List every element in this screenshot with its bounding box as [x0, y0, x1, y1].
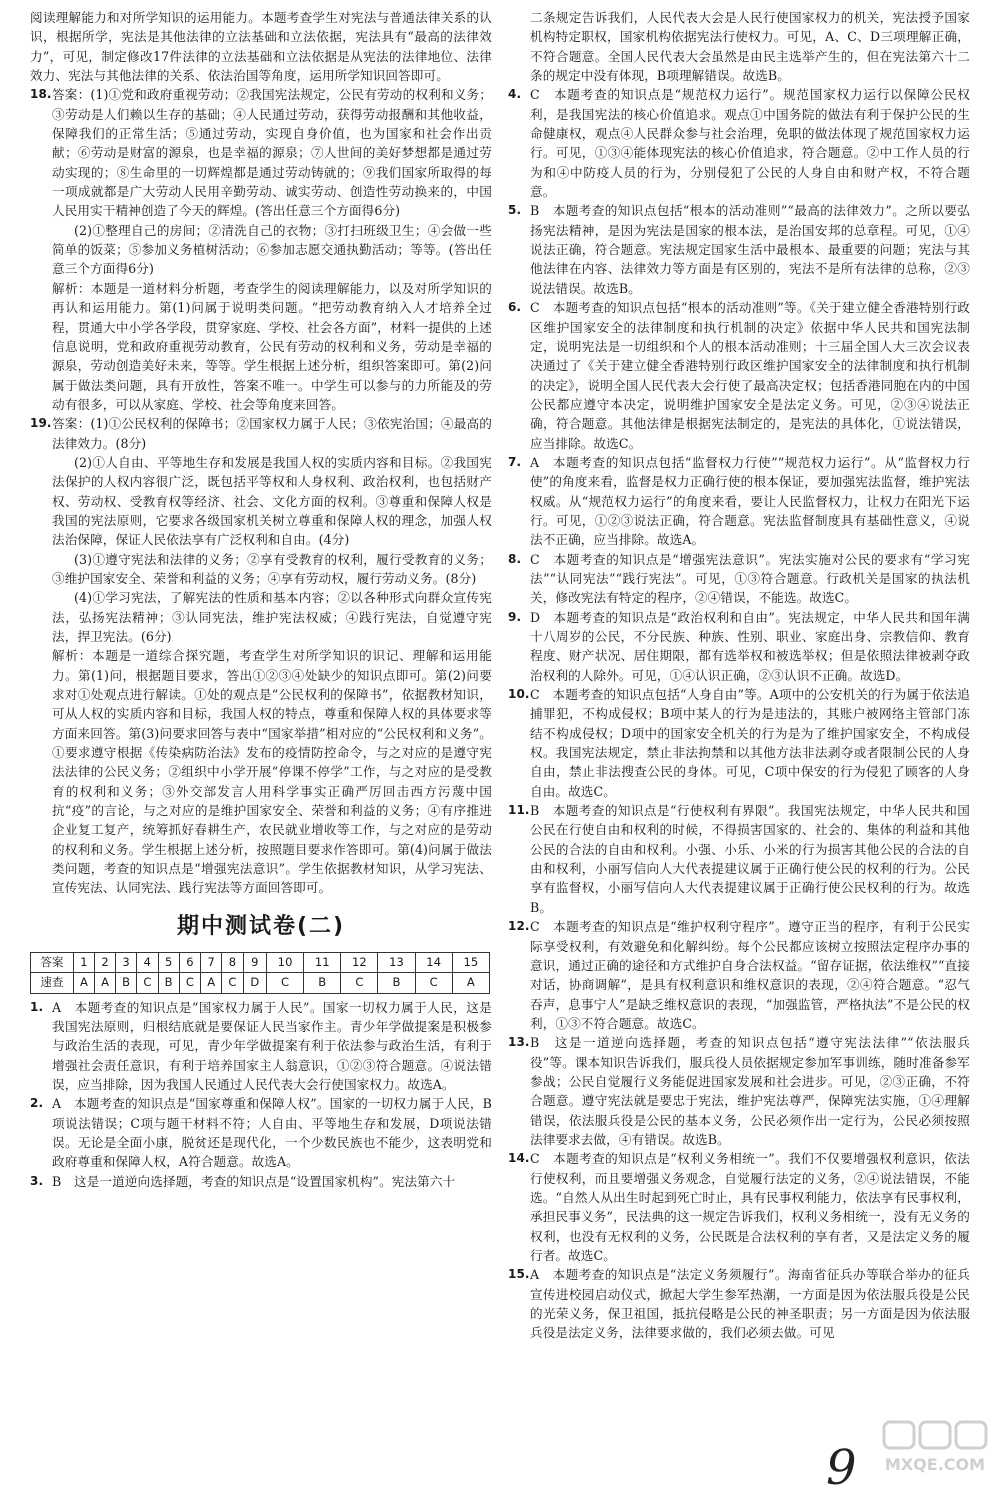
- table-row-label: 答案: [31, 952, 74, 972]
- question-number: 14.: [508, 1151, 530, 1166]
- answer-text: (4)①学习宪法，了解宪法的性质和基本内容；②以各种形式向群众宣传宪法，弘扬宪法精神；③认同宪法，维护宪法权威；④践行宪法，自觉遵守宪法，捍卫宪法。(6分): [52, 590, 492, 644]
- question-9: [508, 608, 970, 685]
- table-cell: C: [341, 973, 378, 993]
- table-cell: C: [222, 973, 243, 993]
- page-number: 9: [826, 1440, 857, 1496]
- answer-text: C 本题考查的知识点是“权利义务相统一”。我们不仅要增强权利意识，依法行使权利，而且要增强义务观念，自觉履行法定的义务，②④说法错误，不能选。“自然人从出生时起到死亡时止，具有民事权利能力，依法享有民事权利，承担民事义务”，民法典的这一规定告诉我们，权利义务相统一，没有无义务的权利，也没有无权利的义务，公民既是合法权利的享有者，又是法定义务的履行者。故选C。: [530, 1151, 970, 1263]
- table-cell: 3: [116, 952, 137, 972]
- table-cell: B: [304, 973, 341, 993]
- table-cell: 8: [222, 952, 243, 972]
- answer-text: C 本题考查的知识点是“增强宪法意识”。宪法实施对公民的要求有“学习宪法”“认同宪法”“践行宪法”。可见，①③符合题意。行政机关是国家的执法机关，修改宪法有特定的程序，②④错误，不能选。故选C。: [530, 551, 970, 606]
- answer-text: A 本题考查的知识点包括“监督权力行使”“规范权力运行”。从“监督权力行使”的角度来看，监督是权力正确行使的根本保证，要加强宪法监督，维护宪法权威。从“规范权力运行”的角度来看，要让人民监督权力，让权力在阳光下运行。可见，①②③说法正确，符合题意。宪法监督制度具有基础性意义，④说法不正确，应当排除。故选A。: [530, 454, 970, 548]
- question-number: 12.: [508, 919, 530, 934]
- analysis-text: 解析：本题是一道综合探究题，考查学生对所学知识的识记、理解和运用能力。第(1)问，根据题目要求，答出①②③④处缺少的知识点即可。第(2)问要求对①处观点进行解读。①处的观点是“公民权利的保障书”，依据教材知识，可从人权的实质内容和目标，我国人权的特点，尊重和保障人权的具体要求等方面来回答。第(3)问要求回答与表中“国家举措”相对应的“公民权利和义务”。①要求遵守根据《传染病防治法》发布的疫情防控命令，与之对应的是遵守宪法法律的公民义务；②组织中小学开展“停课不停学”工作，与之对应的是受教育的权利和义务；③外交部发言人用科学事实正确严厉回击西方污蔑中国抗“疫”的言论，与之对应的是维护国家安全、荣誉和利益的义务；④有序推进企业复工复产，统筹抓好春耕生产，农民就业增收等工作，与之对应的是劳动的权利和义务。学生根据上述分析，按照题目要求作答即可。第(4)问属于做法类问题，考查的知识点是“增强宪法意识”。学生依据教材知识，从学习宪法、宣传宪法、认同宪法、践行宪法等方面回答即可。: [52, 648, 492, 896]
- question-number: 13.: [508, 1035, 530, 1050]
- question-number: 19.: [30, 416, 52, 431]
- table-cell: 5: [158, 952, 179, 972]
- question-number: 18.: [30, 87, 52, 102]
- table-cell: 6: [179, 952, 200, 972]
- table-cell: 13: [378, 952, 415, 972]
- right-column: [508, 8, 970, 1343]
- table-cell: 9: [243, 952, 266, 972]
- question-1: [30, 998, 492, 1095]
- table-cell: 14: [415, 952, 452, 972]
- question-number: 11.: [508, 803, 530, 818]
- watermark-text: MXQE.COM: [884, 1455, 986, 1474]
- question-10: [508, 685, 970, 801]
- question-13: [508, 1033, 970, 1149]
- question-number: 2.: [30, 1096, 44, 1111]
- question-2: [30, 1094, 492, 1171]
- answer-text: A 本题考查的知识点是“国家权力属于人民”。国家一切权力属于人民，这是我国宪法原则，归根结底就是要保证人民当家作主。青少年学做提案是积极参与政治生活的表现，可见，青少年学做提案有利于依法参与政治生活，有利于增强社会责任意识，有利于培养国家主人翁意识，①②③符合题意。④说法错误，应当排除，因为我国人民通过人民代表大会行使国家权力。故选A。: [52, 999, 492, 1092]
- question-number: 1.: [30, 999, 44, 1014]
- question-15: [508, 1265, 970, 1342]
- table-row: [31, 973, 490, 993]
- section-title: 期中测试卷(二): [176, 913, 346, 939]
- answer-text: 答案：(1)①党和政府重视劳动；②我国宪法规定，公民有劳动的权利和义务；③劳动是人们赖以生存的基础；④人民通过劳动，获得劳动报酬和其他收益，保障我们的正常生活；⑤通过劳动，实现自身价值，也为国家和社会作出贡献；⑥劳动是财富的源泉，也是幸福的源泉；⑦人世间的美好梦想都是通过劳动实现的；⑧生命里的一切辉煌都是通过劳动铸就的；⑨我们国家所取得的每一项成就都是广大劳动人民用辛勤劳动、诚实劳动、创造性劳动换来的，中国人民用实干精神创造了今天的辉煌。(答出任意三个方面得6分): [52, 87, 492, 219]
- table-cell: B: [378, 973, 415, 993]
- question-number: 4.: [508, 87, 522, 102]
- question-7: [508, 453, 970, 550]
- answer-text: D 本题考查的知识点是“政治权利和自由”。宪法规定，中华人民共和国年满十八周岁的公民，不分民族、种族、性别、职业、家庭出身、宗教信仰、教育程度、财产状况、居住期限，都有选举权和被选举权；但是依照法律被剥夺政治权利的人除外。可见，①④认识正确，②③认识不正确。故选D。: [530, 609, 970, 683]
- watermark-mark: [884, 1422, 914, 1448]
- intro-paragraph: 阅读理解能力和对所学知识的运用能力。本题考查学生对宪法与普通法律关系的认识，根据所学，宪法是其他法律的立法基础和立法依据，宪法具有“最高的法律效力”，可见，制定修改17件法律的立法基础和立法依据是从宪法的法律地位、法律效力、宪法与其他法律的关系、依法治国等角度，运用所学知识回答即可。: [30, 10, 492, 84]
- table-cell: 12: [341, 952, 378, 972]
- question-number: 7.: [508, 454, 522, 469]
- question-number: 5.: [508, 203, 522, 218]
- table-row-label: 速查: [31, 973, 74, 993]
- question-11: [508, 801, 970, 917]
- watermark-mark: [956, 1422, 986, 1448]
- answer-text: B 本题考查的知识点包括“根本的活动准则”“最高的法律效力”。之所以要弘扬宪法精神，是因为宪法是国家的根本法，是治国安邦的总章程。可见，①④说法正确，符合题意。宪法规定国家生活中最根本、最重要的问题；宪法与其他法律在内容、法律效力等方面是有区别的，宪法不是所有法律的总称，②③说法错误。故选B。: [530, 203, 970, 296]
- answer-text: B 本题考查的知识点是“行使权利有界限”。我国宪法规定，中华人民共和国公民在行使自由和权利的时候，不得损害国家的、社会的、集体的利益和其他公民的合法的自由和权利。小强、小乐、小米的行为损害其他公民的合法的自由和权利，小丽写信向人大代表提建议属于正确行使公民的权利的行为。公民享有监督权，小丽写信向人大代表提建议属于正确行使公民权利的行为。故选B。: [530, 803, 970, 915]
- question-number: 6.: [508, 300, 522, 315]
- question-4: [508, 85, 970, 201]
- table-cell: 11: [304, 952, 341, 972]
- table-cell: B: [116, 973, 137, 993]
- answer-text: A 本题考查的知识点是“国家尊重和保障人权”。国家的一切权力属于人民，B项说法错误；C项与题干材料不符；人自由、平等地生存和发展，D项说法错误。无论是全面小康，脱贫还是现代化，一个少数民族也不能少，这表明党和政府尊重和保障人权，A符合题意。故选A。: [52, 1096, 492, 1170]
- question-8: [508, 550, 970, 608]
- table-cell: B: [158, 973, 179, 993]
- table-cell: 2: [95, 952, 116, 972]
- question-number: 9.: [508, 609, 522, 624]
- answer-text: C 本题考查的知识点是“维护权利守程序”。遵守正当的程序，有利于公民实际享受权利，有效避免和化解纠纷。每个公民都应该树立按照法定程序办事的意识，通过正确的途径和方式维护自身合法权益。“留存证据，依法维权”“直接对话，协商调解”，是具有权利意识和维权意识的表现，②④符合题意。“忍气吞声，息事宁人”是缺乏维权意识的表现，“加强监管，严格执法”不是公民的权利，①③不符合题意。故选C。: [530, 919, 970, 1031]
- answer-text: A 本题考查的知识点是“法定义务须履行”。海南省征兵办等联合举办的征兵宣传进校园启动仪式，掀起大学生参军热潮，一方面是因为依法服兵役是公民的光荣义务，保卫祖国，抵抗侵略是公民的神圣职责；另一方面是因为依法服兵役是法定义务，法律要求做的，我们必须去做。可见: [530, 1267, 970, 1341]
- answer-text: 答案：(1)①公民权利的保障书；②国家权力属于人民；③依宪治国；④最高的法律效力。(8分): [52, 416, 492, 451]
- table-cell: 15: [452, 952, 489, 972]
- answer-text: C 本题考查的知识点包括“人身自由”等。A项中的公安机关的行为属于依法追捕罪犯，不构成侵权；B项中某人的行为是违法的，其账户被网络主管部门冻结不构成侵权；D项中的国家安全机关的行为是为了维护国家安全，不构成侵权。我国宪法规定，禁止非法拘禁和以其他方法非法剥夺或者限制公民的人身自由，禁止非法搜查公民的身体。可见，C项中保安的行为侵犯了顾客的人身自由。故选C。: [530, 687, 970, 799]
- table-cell: A: [201, 973, 222, 993]
- question-18: [30, 85, 492, 414]
- watermark-logo: [880, 1418, 990, 1478]
- answer-table: [30, 952, 490, 994]
- question-14: [508, 1149, 970, 1265]
- table-cell: A: [452, 973, 489, 993]
- analysis-text: 解析：本题是一道材料分析题，考查学生的阅读理解能力，以及对所学知识的再认和运用能力。第(1)问属于说明类问题。“把劳动教育纳入人才培养全过程，贯通大中小学各学段，贯穿家庭、学校、社会各方面”，材料一提供的上述信息说明，党和政府重视劳动教育，公民有劳动的权利和义务，劳动是幸福的源泉，劳动创造美好未来，等等。学生根据上述分析，组织答案即可。第(2)问属于做法类问题，具有开放性，答案不唯一。中学生可以参与的力所能及的劳动有很多，可以从家庭、学校、社会等角度来回答。: [52, 280, 492, 412]
- question-12: [508, 917, 970, 1033]
- question-number: 15.: [508, 1267, 530, 1282]
- table-cell: A: [74, 973, 95, 993]
- answer-text: C 本题考查的知识点包括“根本的活动准则”等。《关于建立健全香港特别行政区维护国家安全的法律制度和执行机制的决定》依据中华人民共和国宪法制定，说明宪法是一切组织和个人的根本活动准则；十三届全国人大三次会议表决通过了《关于建立健全香港特别行政区维护国家安全的法律制度和执行机制的决定》，说明全国人民代表大会行使了最高决定权；包括香港同胞在内的中国公民都应遵守本决定，说明维护国家安全是法定义务。可见，②③④说法正确，符合题意。其他法律是根据宪法制定的，是宪法的具体化，①说法错误，应当排除。故选C。: [530, 300, 970, 451]
- question-19: [30, 414, 492, 898]
- answer-text: B 这是一道逆向选择题，考查的知识点是“设置国家机构”。宪法第六十: [52, 1173, 456, 1189]
- continued-text: 二条规定告诉我们，人民代表大会是人民行使国家权力的机关，宪法授予国家机构特定职权，国家机构依据宪法行使权力。可见，A、C、D三项理解正确，不符合题意。全国人民代表大会虽然是由民主选举产生的，但在宪法第六十二条的规定中没有体现，B项理解错误。故选B。: [530, 10, 970, 84]
- table-cell: C: [137, 973, 158, 993]
- table-cell: C: [179, 973, 200, 993]
- question-5: [508, 201, 970, 298]
- question-number: 10.: [508, 687, 530, 702]
- left-column: [30, 8, 492, 1191]
- table-cell: 10: [267, 952, 304, 972]
- table-row: [31, 952, 490, 972]
- question-3: [30, 1172, 492, 1191]
- answer-text: (2)①人自由、平等地生存和发展是我国人权的实质内容和目标。②我国宪法保护的人权内容很广泛，既包括平等权和人身权利、政治权利，也包括财产权、劳动权、受教育权等经济、社会、文化方面的权利。③尊重和保障人权是我国的宪法原则，它要求各级国家机关树立尊重和保障人权的理念，加强人权法治保障，保证人民依法享有广泛权利和自由。(4分): [52, 454, 492, 548]
- answer-text: (2)①整理自己的房间；②清洗自己的衣物；③打扫班级卫生；④会做一些简单的饭菜；⑤参加义务植树活动；⑥参加志愿交通执勤活动；等等。(答出任意三个方面得6分): [52, 222, 492, 277]
- question-number: 3.: [30, 1173, 44, 1188]
- answer-text: B 这是一道逆向选择题，考查的知识点包括“遵守宪法法律”“依法服兵役”等。课本知识告诉我们，服兵役人员依据规定参加军事训练，随时准备参军参战；公民自觉履行义务能促进国家发展和社会进步。可见，②③正确，不符合题意。遵守宪法就是要忠于宪法，维护宪法尊严，保障宪法实施，①④理解错误，依法服兵役是公民的基本义务，公民必须作出一定行为，公民必须按照法律要求去做，④有错误。故选B。: [530, 1035, 970, 1147]
- table-cell: 7: [201, 952, 222, 972]
- watermark-mark: [920, 1422, 950, 1448]
- table-cell: 4: [137, 952, 158, 972]
- table-cell: C: [415, 973, 452, 993]
- question-number: 8.: [508, 551, 522, 566]
- table-cell: 1: [74, 952, 95, 972]
- table-cell: D: [243, 973, 266, 993]
- question-6: [508, 298, 970, 453]
- table-cell: A: [95, 973, 116, 993]
- answer-text: (3)①遵守宪法和法律的义务；②享有受教育的权利，履行受教育的义务；③维护国家安全、荣誉和利益的义务；④享有劳动权，履行劳动义务。(8分): [52, 551, 492, 586]
- answer-text: C 本题考查的知识点是“规范权力运行”。规范国家权力运行以保障公民权利，是我国宪法的核心价值追求。观点①中国务院的做法有利于保护公民的生命健康权，观点④人民群众参与社会治理，免职的做法体现了规范国家权力运行。可见，①③④能体现宪法的核心价值追求，符合题意。②中工作人员的行为和④中防疫人员的行为，分别侵犯了公民的人身自由和财产权，不符合题意。: [530, 87, 970, 200]
- table-cell: C: [267, 973, 304, 993]
